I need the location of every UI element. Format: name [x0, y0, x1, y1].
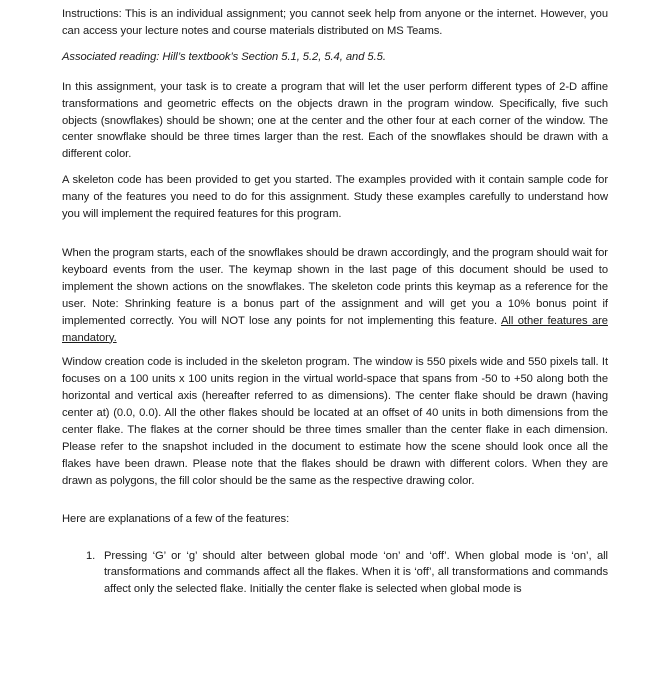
list-item-text: Pressing ‘G’ or ‘g’ should alter between global mode ‘on’ and ‘off’. When global mode is ‘on’, all transformations and commands affect all the flakes. When it is ‘off’, all transformations and commands affect only the selected flake. Initially the center flake is selected when global mode is: [104, 549, 608, 596]
keymap-text: When the program starts, each of the snowflakes should be drawn accordingly, and the program should wait for keyboard events from the user. The keymap shown in the last page of this document should be used to implement the shown actions on the snowflakes. The skeleton code prints this keymap as a reference for the user. Note: Shrinking feature is a bonus part of the assignment and will get you a 10% bonus point if implemented correctly. You will NOT lose any points for not implementing this feature.: [62, 246, 608, 327]
list-item-number: 1.: [86, 549, 96, 562]
instructions-paragraph: Instructions: This is an individual assignment; you cannot seek help from anyone or the internet. However, you can access your lecture notes and course materials distributed on MS Teams.: [62, 8, 608, 37]
document-body: [62, 6, 608, 598]
window-paragraph: Window creation code is included in the skeleton program. The window is 550 pixels wide and 550 pixels tall. It focuses on a 100 units x 100 units region in the virtual world-space that spans from -50 to +50 along both the horizontal and vertical axis (hereafter referred to as dimensions). The center flake should be drawn (having center at) (0.0, 0.0). All the other flakes should be located at an offset of 40 units in both dimensions from the center flake. The flakes at the corner should be three times smaller than the center flake in each dimension. Please refer to the snapshot included in the document to estimate how the scene should look once all the flakes have been drawn. Please note that the flakes should be drawn with different colors. When they are drawn as polygons, the fill color should be the same as the respective drawing color.: [62, 356, 608, 487]
mandatory-features-note: All other features are mandatory.: [62, 314, 608, 344]
explanations-heading: Here are explanations of a few of the features:: [62, 512, 290, 525]
intro-paragraph: In this assignment, your task is to create a program that will let the user perform different types of 2-D affine transformations and geometric effects on the objects drawn in the program window. Specifically, five such objects (snowflakes) should be shown; one at the center and the other four at each corner of the window. The center snowflake should be three times larger than the rest. Each of the snowflakes should be drawn with a different color.: [62, 80, 608, 161]
list-item: [62, 548, 608, 599]
feature-list: [62, 548, 608, 599]
associated-reading: Associated reading: Hill’s textbook’s Section 5.1, 5.2, 5.4, and 5.5.: [62, 50, 386, 63]
keymap-paragraph: [62, 245, 608, 346]
skeleton-code-paragraph: A skeleton code has been provided to get you started. The examples provided with it contain sample code for many of the features you need to do for this assignment. Study these examples carefully to understand how you will implement the required features for this program.: [62, 174, 608, 221]
